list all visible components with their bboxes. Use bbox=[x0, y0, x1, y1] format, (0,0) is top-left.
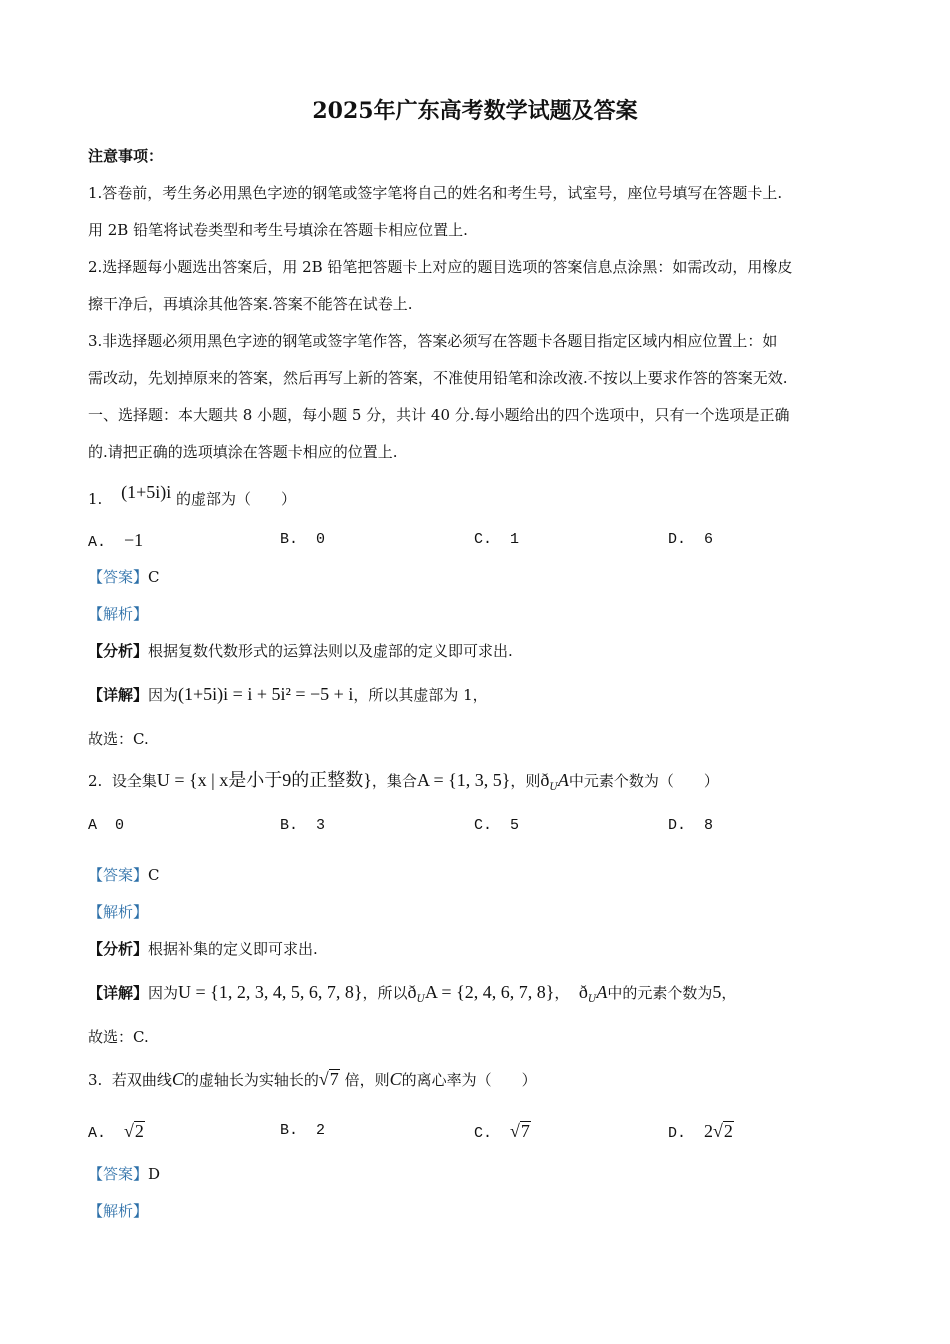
option-d: D. 2√2 bbox=[668, 1121, 733, 1142]
fenxi-line: 【分析】根据补集的定义即可求出. bbox=[88, 940, 318, 958]
analysis-tag: 【解析】 bbox=[88, 1202, 149, 1220]
answer-line: 【答案】D bbox=[88, 1165, 161, 1183]
notice-item-2b: 擦干净后，再填涂其他答案.答案不能答在试卷上. bbox=[88, 295, 413, 313]
notice-heading: 注意事项： bbox=[88, 147, 164, 165]
question-text: 的虚部为（ ） bbox=[176, 490, 297, 508]
option-a: A 0 bbox=[88, 817, 125, 834]
math-expression: (1+5i)i bbox=[121, 482, 172, 502]
detail-line: 【详解】因为U = {1, 2, 3, 4, 5, 6, 7, 8}，所以$ð_UA = \{2$, 4, 6, 7, 8}， $ð_UA$中的元素个数为5， bbox=[88, 982, 737, 1005]
question-1 bbox=[88, 482, 297, 509]
question-number: 1. bbox=[88, 490, 103, 508]
notice-item-2a: 2.选择题每小题选出答案后，用 2B 铅笔把答题卡上对应的题目选项的答案信息点涂黑：如需改动，用橡皮 bbox=[88, 258, 793, 276]
option-b: B. 2 bbox=[280, 1122, 326, 1139]
answer-line: 【答案】C bbox=[88, 866, 160, 884]
math-expression: A = {1, 3, 5} bbox=[416, 770, 511, 790]
fenxi-line: 【分析】根据复数代数形式的运算法则以及虚部的定义即可求出. bbox=[88, 642, 513, 660]
option-c: C. √7 bbox=[474, 1121, 530, 1142]
conclusion: 故选：C. bbox=[88, 730, 149, 748]
question-3: 3. 若双曲线C的虚轴长为实轴长的√7 倍，则C的离心率为（ ） bbox=[88, 1069, 537, 1089]
option-a: A. √2 bbox=[88, 1121, 144, 1142]
conclusion: 故选：C. bbox=[88, 1028, 149, 1046]
option-d: D. 6 bbox=[668, 531, 714, 548]
math-expression: (1+5i)i = i + 5i² = −5 + i bbox=[178, 684, 354, 704]
detail-line: 【详解】因为(1+5i)i = i + 5i² = −5 + i，所以其虚部为 1， bbox=[88, 684, 488, 704]
notice-item-1b: 用 2B 铅笔将试卷类型和考生号填涂在答题卡相应位置上. bbox=[88, 221, 468, 239]
notice-item-1a: 1.答卷前，考生务必用黑色字迹的钢笔或签字笔将自己的姓名和考生号，试室号，座位号填写在答题卡上. bbox=[88, 184, 783, 202]
answer-tag: 【答案】 bbox=[88, 568, 149, 586]
option-a: A. −1 bbox=[88, 530, 144, 551]
question-2: 2. 设全集U = {x | x是小于9的正整数}，集合A = {1, 3, 5}，则$ð_UA$中元素个数为（ ） bbox=[88, 770, 719, 793]
option-d: D. 8 bbox=[668, 817, 714, 834]
option-b: B. 0 bbox=[280, 531, 326, 548]
section-heading-a: 一、选择题：本大题共 8 小题，每小题 5 分，共计 40 分.每小题给出的四个选项中，只有一个选项是正确 bbox=[88, 406, 790, 424]
answer-line bbox=[88, 567, 160, 587]
analysis-tag: 【解析】 bbox=[88, 903, 149, 921]
analysis-tag: 【解析】 bbox=[88, 605, 149, 623]
notice-item-3a: 3.非选择题必须用黑色字迹的钢笔或签字笔作答，答案必须写在答题卡各题目指定区域内相应位置上：如 bbox=[88, 332, 778, 350]
option-c: C. 1 bbox=[474, 531, 520, 548]
math-expression: U = {x | x是小于9的正整数} bbox=[156, 770, 372, 790]
section-heading-b: 的.请把正确的选项填涂在答题卡相应的位置上. bbox=[88, 443, 398, 461]
option-c: C. 5 bbox=[474, 817, 520, 834]
answer-value: C bbox=[148, 568, 160, 586]
page-title: 2025年广东高考数学试题及答案 bbox=[312, 98, 638, 124]
option-b: B. 3 bbox=[280, 817, 326, 834]
notice-item-3b: 需改动，先划掉原来的答案，然后再写上新的答案，不准使用铅笔和涂改液.不按以上要求作答的答案无效. bbox=[88, 369, 788, 387]
